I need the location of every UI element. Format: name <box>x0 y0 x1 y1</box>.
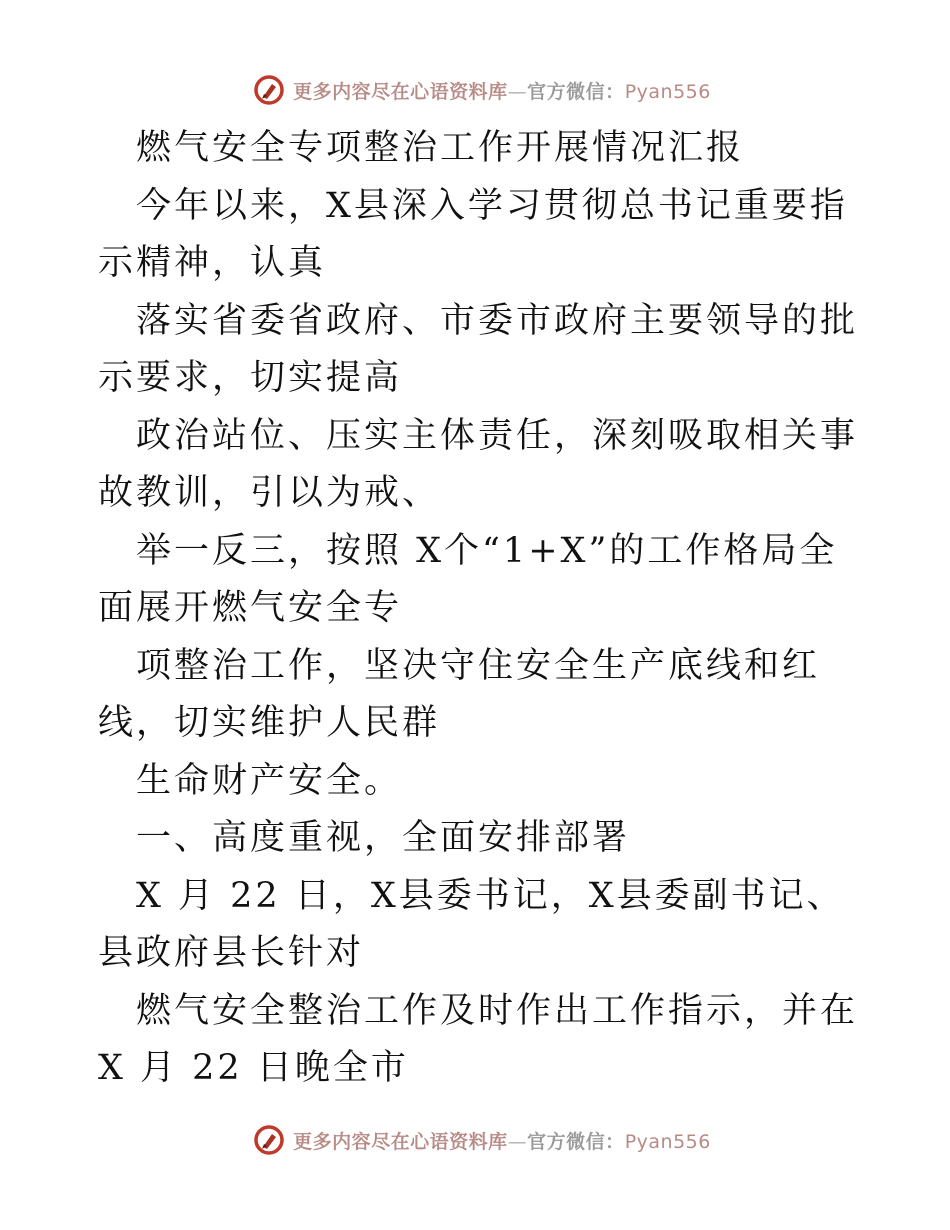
footer-watermark-text <box>293 1127 711 1154</box>
footer-watermark-inner <box>253 1124 711 1156</box>
paragraph: 项整治工作，坚决守住安全生产底线和红线，切实维护人民群 <box>98 645 821 743</box>
watermark-main-text: 更多内容尽在心语资料库 <box>293 1130 508 1153</box>
paragraph: 今年以来，X县深入学习贯彻总书记重要指示精神，认真 <box>98 185 848 283</box>
paragraph: X 月 22 日，X县委书记，X县委副书记、县政府县长针对 <box>98 875 845 973</box>
paragraph: 举一反三，按照 X个“1+X”的工作格局全面展开燃气安全专 <box>98 530 838 628</box>
watermark-sub-text: 官方微信： <box>527 1130 625 1153</box>
header-watermark <box>0 70 950 110</box>
watermark-wechat-id: Pyan556 <box>624 1130 711 1153</box>
watermark-wechat-id: Pyan556 <box>624 80 711 103</box>
pen-nib-circle-icon <box>253 1124 285 1156</box>
paragraph: 落实省委省政府、市委市政府主要领导的批示要求，切实提高 <box>98 300 859 398</box>
document-title: 燃气安全专项整治工作开展情况汇报 <box>136 128 745 168</box>
pen-nib-circle-icon <box>253 74 285 106</box>
watermark-sub-text: 官方微信： <box>527 80 625 103</box>
section-heading: 一、高度重视，全面安排部署 <box>136 818 631 858</box>
header-watermark-inner <box>253 74 711 106</box>
paragraph: 生命财产安全。 <box>136 760 403 801</box>
paragraph: 燃气安全整治工作及时作出工作指示，并在 X 月 22 日晚全市 <box>98 990 859 1088</box>
document-body <box>98 120 858 1098</box>
watermark-dash: — <box>507 80 528 103</box>
footer-watermark <box>0 1120 950 1160</box>
header-watermark-text <box>293 77 711 104</box>
paragraph: 政治站位、压实主体责任，深刻吸取相关事故教训，引以为戒、 <box>98 415 859 513</box>
watermark-main-text: 更多内容尽在心语资料库 <box>293 80 508 103</box>
watermark-dash: — <box>507 1130 528 1153</box>
